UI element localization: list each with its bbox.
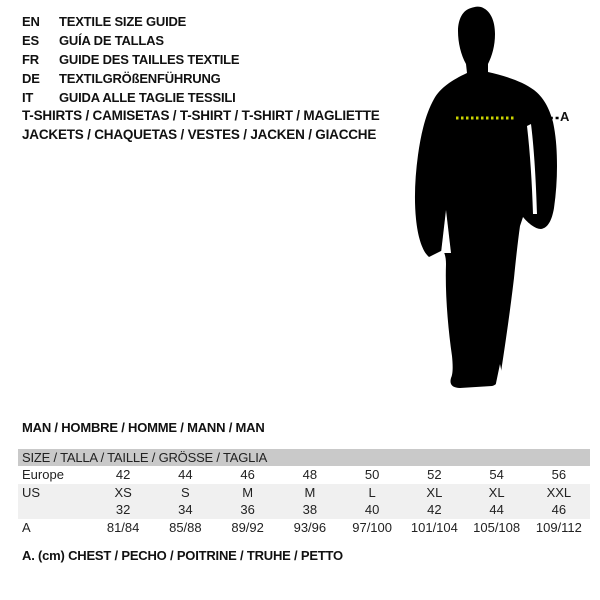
size-value: 101/104 bbox=[410, 519, 458, 535]
table-row-chest-cm bbox=[18, 519, 590, 537]
language-code: DE bbox=[22, 71, 40, 86]
size-value: XXL bbox=[546, 484, 572, 500]
size-value: 46 bbox=[551, 502, 567, 518]
language-code: FR bbox=[22, 52, 39, 67]
section-title-man: MAN / HOMBRE / HOMME / MANN / MAN bbox=[22, 420, 265, 435]
language-label: GUIDE DES TAILLES TEXTILE bbox=[59, 52, 240, 67]
measure-a-label: A bbox=[560, 109, 570, 124]
size-value: 105/108 bbox=[473, 519, 521, 535]
size-value: XL bbox=[426, 484, 443, 500]
row-label: Europe bbox=[22, 467, 64, 483]
size-value: 34 bbox=[178, 502, 193, 518]
size-value: 93/96 bbox=[293, 519, 327, 535]
language-label: GUÍA DE TALLAS bbox=[59, 33, 164, 48]
language-label: TEXTILE SIZE GUIDE bbox=[59, 14, 187, 29]
language-label: TEXTILGRÖßENFÜHRUNG bbox=[59, 71, 221, 86]
table-row-europe bbox=[18, 466, 590, 484]
language-list bbox=[22, 12, 239, 107]
size-table-header: SIZE / TALLA / TAILLE / GRÖSSE / TAGLIA bbox=[18, 449, 590, 466]
size-value: 85/88 bbox=[169, 519, 202, 535]
language-row-es bbox=[22, 31, 239, 50]
row-label: A bbox=[22, 519, 31, 535]
size-value: 50 bbox=[364, 467, 380, 483]
language-row-de bbox=[22, 69, 239, 88]
language-label: GUIDA ALLE TAGLIE TESSILI bbox=[59, 90, 236, 105]
language-code: ES bbox=[22, 33, 39, 48]
size-value: 46 bbox=[240, 467, 255, 483]
category-list bbox=[22, 107, 380, 144]
size-value: 36 bbox=[240, 502, 255, 518]
size-value: 52 bbox=[427, 467, 442, 483]
language-row-en bbox=[22, 12, 239, 31]
size-value: 42 bbox=[115, 467, 131, 483]
category-jackets: JACKETS / CHAQUETAS / VESTES / JACKEN / GIACCHE bbox=[22, 126, 377, 142]
size-value: 109/112 bbox=[535, 519, 582, 535]
size-value: 89/92 bbox=[231, 519, 264, 535]
size-value: XL bbox=[488, 484, 505, 500]
man-silhouette bbox=[400, 0, 600, 400]
size-value: M bbox=[242, 484, 254, 500]
table-row-us bbox=[18, 484, 590, 502]
size-value: S bbox=[181, 484, 190, 500]
man-silhouette-svg bbox=[400, 0, 600, 400]
size-value: 44 bbox=[489, 502, 504, 518]
size-value: XS bbox=[114, 484, 132, 500]
size-value: L bbox=[368, 484, 376, 500]
row-label: US bbox=[22, 484, 41, 500]
size-value: 54 bbox=[489, 467, 504, 483]
size-value: 40 bbox=[364, 502, 380, 518]
size-value: 42 bbox=[427, 502, 442, 518]
table-row-numeric bbox=[18, 501, 590, 519]
size-value: 32 bbox=[115, 502, 131, 518]
size-value: 48 bbox=[302, 467, 318, 483]
size-value: M bbox=[304, 484, 316, 500]
language-code: EN bbox=[22, 14, 40, 29]
language-code: IT bbox=[22, 90, 34, 105]
language-row-fr bbox=[22, 50, 239, 69]
size-value: 97/100 bbox=[352, 519, 392, 535]
category-tshirts: T-SHIRTS / CAMISETAS / T-SHIRT / T-SHIRT / MAGLIETTE bbox=[22, 108, 380, 123]
language-row-it bbox=[22, 88, 239, 107]
measurement-footnote: A. (cm) CHEST / PECHO / POITRINE / TRUHE / PETTO bbox=[22, 548, 343, 563]
size-table bbox=[18, 449, 590, 536]
size-value: 44 bbox=[178, 467, 193, 483]
size-value: 81/84 bbox=[106, 519, 140, 535]
size-value: 38 bbox=[302, 502, 318, 518]
size-value: 56 bbox=[551, 467, 567, 483]
